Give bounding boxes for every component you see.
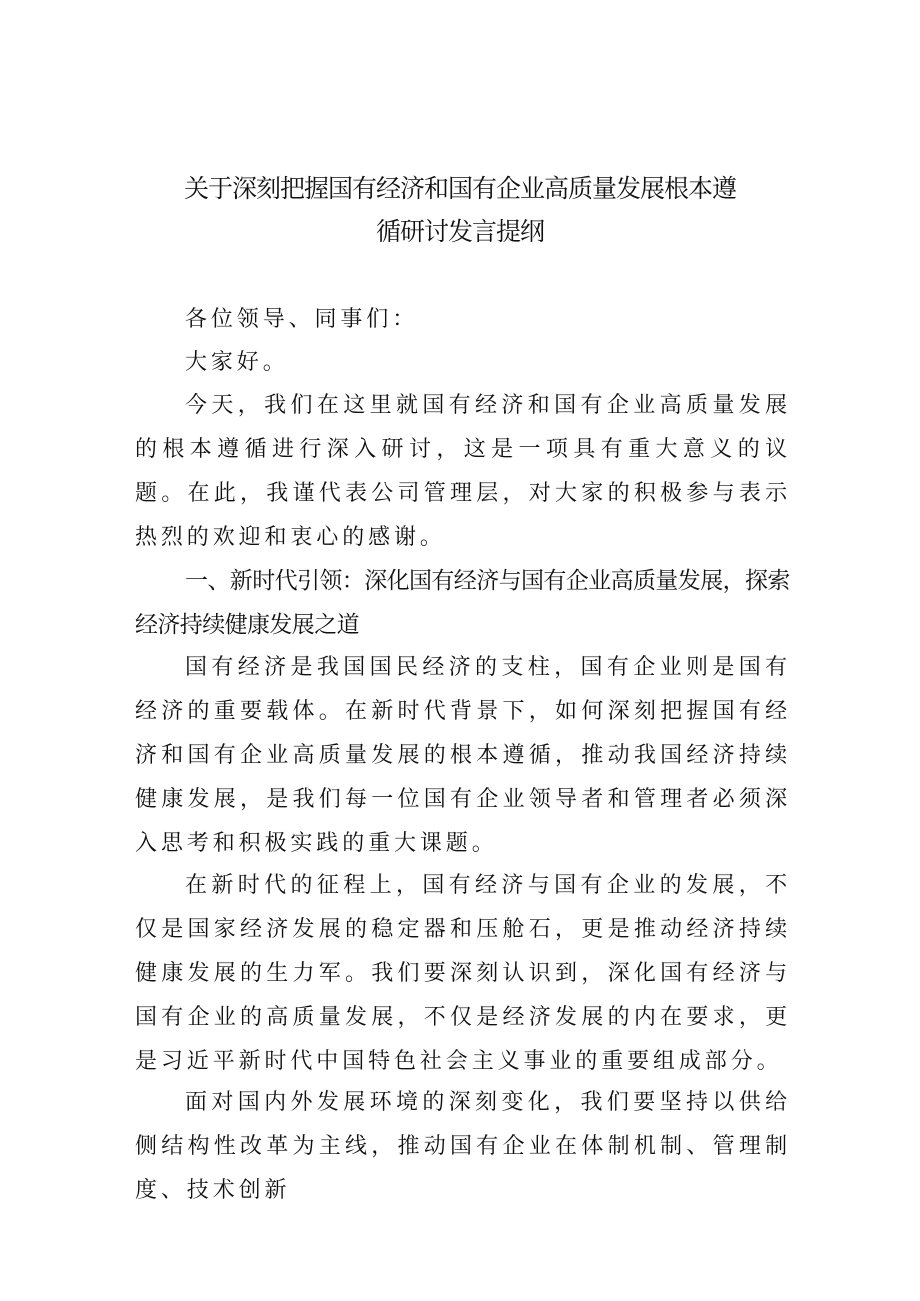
section-paragraph-1: 国有经济是我国国民经济的支柱，国有企业则是国有经济的重要载体。在新时代背景下，如何深刻把握国有经济和国有企业高质量发展的根本遵循，推动我国经济持续健康发展，是我们每一位国有企业领导者和管理者必须深入思考和积极实践的重大课题。 (135, 655, 791, 856)
section-paragraph-3: 面对国内外发展环境的深刻变化，我们要坚持以供给侧结构性改革为主线，推动国有企业在体制机制、管理制度、技术创新 (135, 1090, 791, 1203)
section-paragraph-2: 在新时代的征程上，国有经济与国有企业的发展，不仅是国家经济发展的稳定器和压舱石，更是推动经济持续健康发展的生力军。我们要深刻认识到，深化国有经济与国有企业的高质量发展，不仅是经济发展的内在要求，更是习近平新时代中国特色社会主义事业的重要组成部分。 (135, 873, 791, 1074)
section-heading: 一、新时代引领：深化国有经济与国有企业高质量发展，探索经济持续健康发展之道 (135, 568, 790, 638)
document-title-line-1: 关于深刻把握国有经济和国有企业高质量发展根本遵 (183, 174, 736, 203)
hello: 大家好。 (185, 350, 289, 375)
document-title-line-2: 循研讨发言提纲 (375, 217, 544, 246)
greeting: 各位领导、同事们： (185, 307, 419, 332)
intro-paragraph: 今天，我们在这里就国有经济和国有企业高质量发展的根本遵循进行深入研讨，这是一项具有重大意义的议题。在此，我谨代表公司管理层，对大家的积极参与表示热烈的欢迎和衷心的感谢。 (135, 393, 791, 550)
